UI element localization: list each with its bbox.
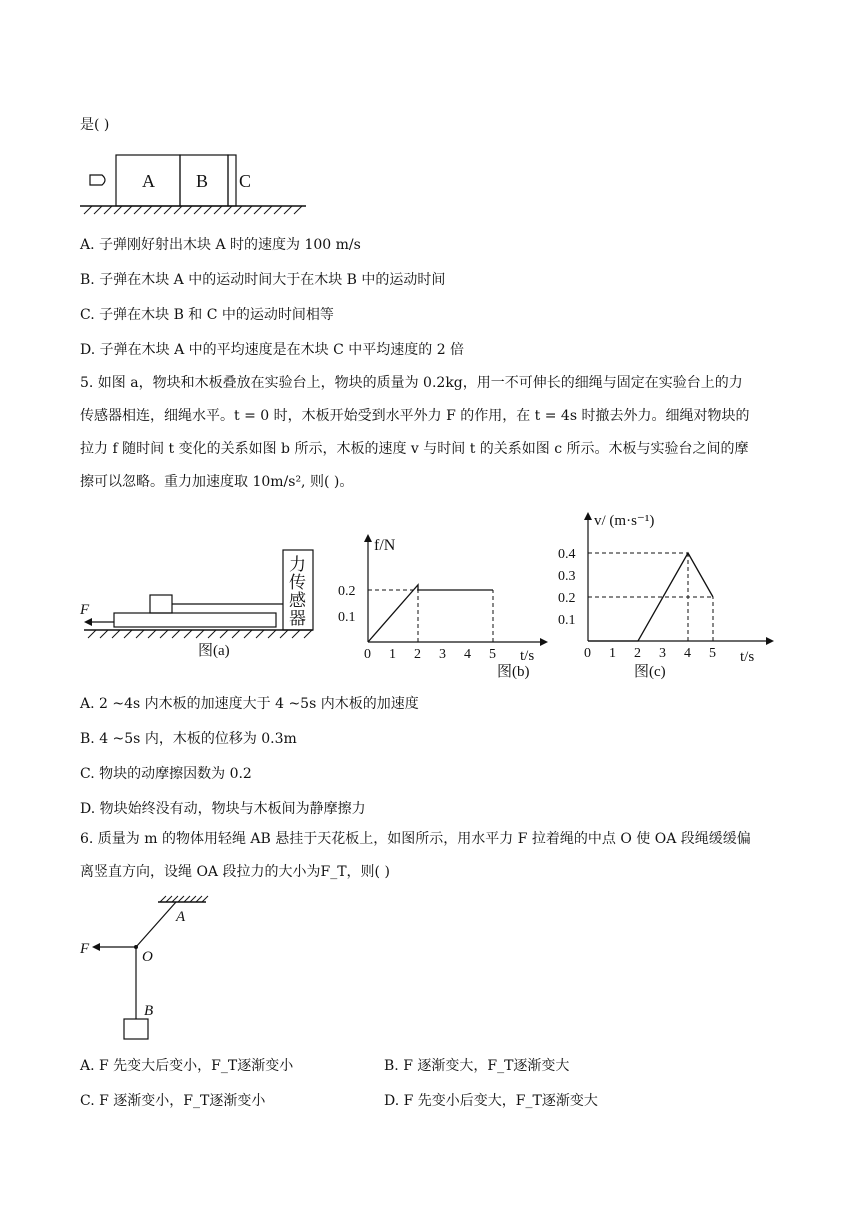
board xyxy=(114,613,276,627)
x-tick-label: 5 xyxy=(709,646,716,661)
q5-option-b: B. 4 ~5s 内，木板的位移为 0.3m xyxy=(80,731,297,747)
x-tick-label: 4 xyxy=(684,646,691,661)
y-tick-label: 0.1 xyxy=(338,610,356,625)
x-tick-label: 2 xyxy=(634,646,641,661)
fig-b-xlabel: t/s xyxy=(520,648,535,664)
x-tick-label: 1 xyxy=(389,647,396,662)
q4-option-a: A. 子弹刚好射出木块 A 时的速度为 100 m/s xyxy=(80,237,361,253)
fig-c-xlabel: t/s xyxy=(740,649,755,665)
block-a-label: A xyxy=(142,171,155,191)
force-f-label: F xyxy=(80,602,90,618)
x-tick-label: 2 xyxy=(414,647,421,662)
figure-c-caption: 图(c) xyxy=(634,664,666,680)
point-a-label: A xyxy=(176,909,186,925)
x-tick-label: 3 xyxy=(439,647,446,662)
bullet-shape xyxy=(90,175,105,185)
force-f-label-q6: F xyxy=(80,941,90,957)
q4-option-d: D. 子弹在木块 A 中的平均速度是在木块 C 中平均速度的 2 倍 xyxy=(80,342,465,358)
figure-b xyxy=(338,532,552,682)
sensor-char-4: 器 xyxy=(289,609,306,628)
figure-b-caption: 图(b) xyxy=(497,664,530,680)
fig-b-ylabel: f/N xyxy=(374,537,396,554)
q6-option-c: C. F 逐渐变小，F_T逐渐变小 xyxy=(80,1093,266,1109)
point-o-label: O xyxy=(142,949,153,965)
figure-c xyxy=(558,508,782,683)
figure-q4-blocks xyxy=(80,150,320,220)
mass-block xyxy=(124,1019,148,1039)
sensor-char-3: 感 xyxy=(289,591,306,610)
q4-tail: 是( ) xyxy=(80,117,110,133)
q5-option-c: C. 物块的动摩擦因数为 0.2 xyxy=(80,766,252,782)
figure-q6 xyxy=(78,895,218,1045)
block xyxy=(150,595,172,613)
block-b-label: B xyxy=(196,171,209,191)
q5-line-4: 擦可以忽略。重力加速度取 10m/s², 则( )。 xyxy=(80,474,354,490)
figure-a-caption: 图(a) xyxy=(198,643,230,659)
x-tick-label: 0 xyxy=(364,647,371,662)
q5-line-2: 传感器相连，细绳水平。t = 0 时，木板开始受到水平外力 F 的作用，在 t = 4s 时撤去外力。细绳对物块的 xyxy=(80,408,750,424)
q5-option-a: A. 2 ~4s 内木板的加速度大于 4 ~5s 内木板的加速度 xyxy=(80,696,419,712)
q6-option-a: A. F 先变大后变小，F_T逐渐变小 xyxy=(80,1058,294,1074)
x-tick-label: 3 xyxy=(659,646,666,661)
y-tick-label: 0.2 xyxy=(558,591,576,606)
q5-option-d: D. 物块始终没有动，物块与木板间为静摩擦力 xyxy=(80,801,366,817)
x-tick-label: 0 xyxy=(584,646,591,661)
x-tick-label: 1 xyxy=(609,646,616,661)
q4-option-c: C. 子弹在木块 B 和 C 中的运动时间相等 xyxy=(80,307,334,323)
rope-oa xyxy=(136,902,176,947)
block-c-label: C xyxy=(239,171,252,191)
x-tick-label: 5 xyxy=(489,647,496,662)
q5-line-1: 5. 如图 a，物块和木板叠放在实验台上，物块的质量为 0.2kg，用一不可伸长的细绳与固定在实验台上的力 xyxy=(80,375,743,391)
q6-line-2: 离竖直方向，设绳 OA 段拉力的大小为F_T，则( ) xyxy=(80,864,390,880)
q6-line-1: 6. 质量为 m 的物体用轻绳 AB 悬挂于天花板上，如图所示，用水平力 F 拉着绳的中点 O 使 OA 段绳缓缓偏 xyxy=(80,831,751,847)
sensor-char-1: 力 xyxy=(289,555,306,574)
x-tick-label: 4 xyxy=(464,647,471,662)
q6-option-b: B. F 逐渐变大，F_T逐渐变大 xyxy=(384,1058,570,1074)
y-tick-label: 0.4 xyxy=(558,547,576,562)
fig-c-ylabel: v/ (m·s⁻¹) xyxy=(594,513,655,529)
q5-line-3: 拉力 f 随时间 t 变化的关系如图 b 所示，木板的速度 v 与时间 t 的关系如图 c 所示。木板与实验台之间的摩 xyxy=(80,441,749,457)
point-b-label: B xyxy=(144,1003,154,1019)
y-tick-label: 0.3 xyxy=(558,569,576,584)
q4-option-b: B. 子弹在木块 A 中的运动时间大于在木块 B 中的运动时间 xyxy=(80,272,446,288)
series-line xyxy=(368,585,493,642)
figure-a xyxy=(78,548,318,663)
y-tick-label: 0.2 xyxy=(338,584,356,599)
sensor-char-2: 传 xyxy=(289,573,306,592)
q6-option-d: D. F 先变小后变大，F_T逐渐变大 xyxy=(384,1093,598,1109)
y-tick-label: 0.1 xyxy=(558,613,576,628)
